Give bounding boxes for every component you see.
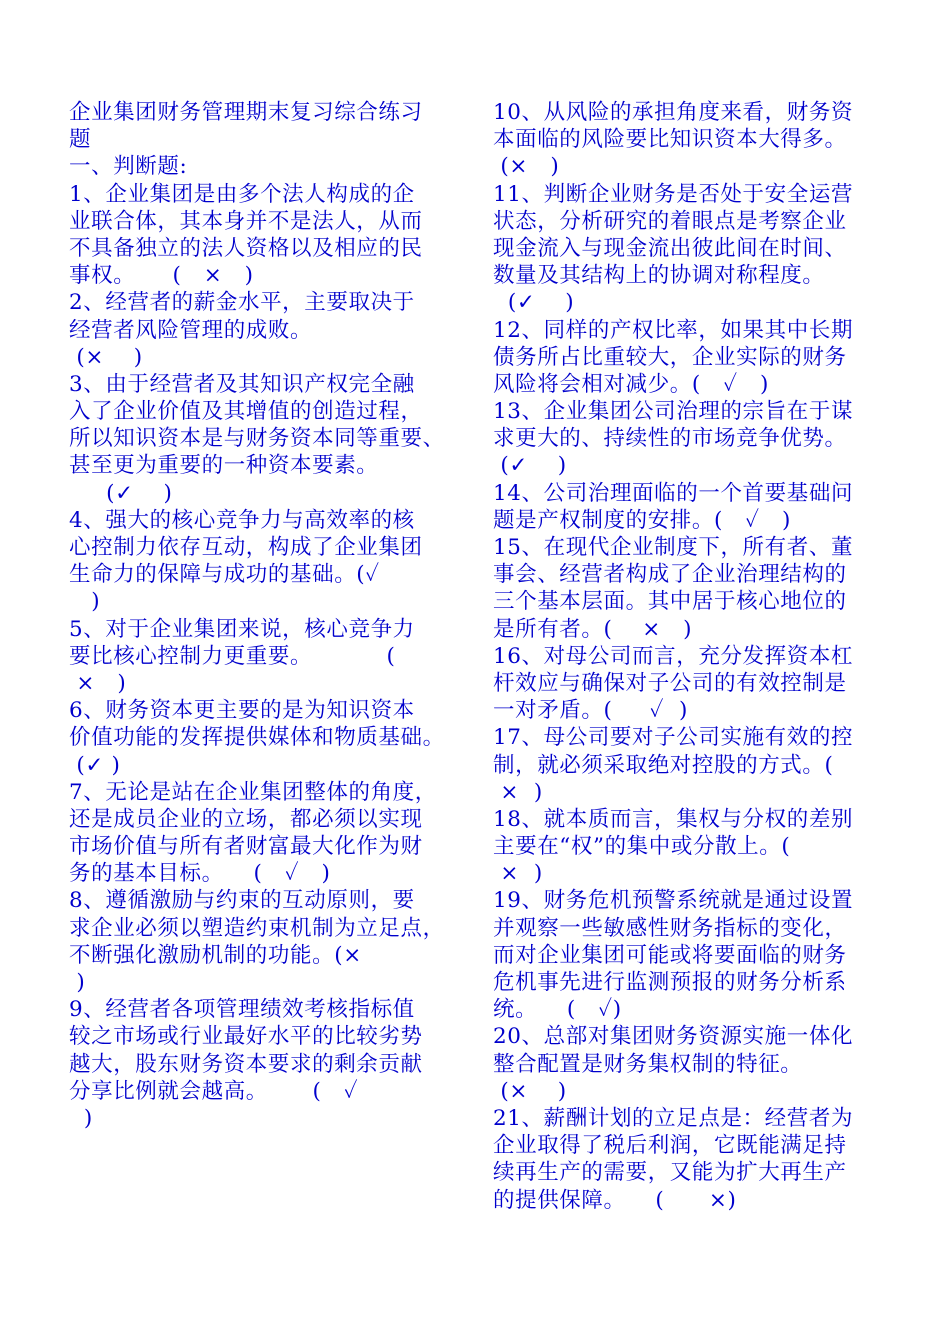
text-line: 16、对母公司而言，充分发挥资本杠: [493, 643, 854, 669]
text-line: 越大，股东财务资本要求的剩余贡献: [69, 1051, 423, 1077]
text-line: (✓ ): [69, 752, 121, 778]
text-line: 不断强化激励机制的功能。(×: [69, 942, 362, 968]
text-line: 入了企业价值及其增值的创造过程，: [69, 399, 423, 425]
text-line: 3、由于经营者及其知识产权完全融: [69, 371, 415, 397]
text-line: 18、就本质而言，集权与分权的差别: [493, 806, 854, 832]
text-line: 事权。 ( × ): [69, 263, 254, 289]
text-line: 债务所占比重较大，企业实际的财务: [493, 344, 847, 370]
text-line: × ): [493, 779, 543, 805]
text-line: 8、遵循激励与约束的互动原则，要: [69, 888, 415, 914]
text-line: × ): [493, 861, 543, 887]
text-line: 的提供保障。 ( ×): [493, 1187, 737, 1213]
text-line: 9、经营者各项管理绩效考核指标值: [69, 997, 415, 1023]
text-line: 2、经营者的薪金水平，主要取决于: [69, 290, 415, 316]
text-line: ): [69, 970, 86, 995]
text-line: 19、财务危机预警系统就是通过设置: [493, 888, 854, 914]
text-line: 12、同样的产权比率，如果其中长期: [493, 317, 854, 343]
text-line: 经营者风险管理的成败。: [69, 317, 313, 343]
text-line: ): [69, 1105, 93, 1131]
text-line: 5、对于企业集团来说，核心竞争力: [69, 616, 415, 642]
text-line: 而对企业集团可能或将要面临的财务: [493, 942, 847, 968]
text-line: 7、无论是站在企业集团整体的角度，: [69, 779, 437, 805]
text-line: 危机事先进行监测预报的财务分析系: [493, 970, 847, 995]
text-line: 企业集团财务管理期末复习综合练习: [69, 100, 423, 125]
text-line: 15、在现代企业制度下，所有者、董: [493, 535, 854, 560]
text-line: 还是成员企业的立场，都必须以实现: [69, 806, 423, 832]
text-line: 10、从风险的承担角度来看，财务资: [493, 100, 854, 125]
text-line: 要比核心控制力更重要。 (: [69, 643, 396, 669]
text-line: 一、判断题:: [69, 154, 188, 180]
text-line: 整合配置是财务集权制的特征。: [493, 1051, 803, 1077]
text-line: (✓ ): [493, 290, 575, 316]
text-line: 数量及其结构上的协调对称程度。: [493, 263, 825, 289]
text-line: 杆效应与确保对子公司的有效控制是: [493, 670, 847, 696]
left-column: [69, 99, 464, 1132]
text-line: 现金流入与现金流出彼此间在时间、: [493, 235, 847, 261]
text-line: 分享比例就会越高。 ( ✓: [69, 1078, 359, 1104]
text-line: 企业取得了税后利润，它既能满足持: [493, 1133, 847, 1159]
text-line: 状态，分析研究的着眼点是考察企业: [493, 208, 847, 234]
text-line: ): [69, 589, 101, 615]
text-line: 并观察一些敏感性财务指标的变化，: [493, 915, 847, 941]
text-line: 制，就必须采取绝对控股的方式。(: [493, 752, 834, 778]
text-line: 较之市场或行业最好水平的比较劣势: [69, 1024, 423, 1050]
text-line: (× ): [69, 344, 143, 370]
text-line: 心控制力依存互动，构成了企业集团: [69, 535, 423, 560]
text-line: (✓ ): [493, 453, 567, 479]
text-line: 本面临的风险要比知识资本大得多。: [493, 127, 847, 153]
text-line: 风险将会相对减少。( ✓ ): [493, 371, 769, 397]
text-line: 续再生产的需要，又能为扩大再生产: [493, 1160, 847, 1186]
text-line: 三个基本层面。其中居于核心地位的: [493, 589, 847, 615]
text-line: 生命力的保障与成功的基础。(✓: [69, 562, 380, 588]
text-line: 事会、经营者构成了企业治理结构的: [493, 562, 847, 588]
text-line: 求企业必须以塑造约束机制为立足点，: [69, 915, 445, 941]
text-line: 求更大的、持续性的市场竞争优势。: [493, 426, 847, 452]
text-line: 题是产权制度的安排。( ✓ ): [493, 507, 792, 533]
text-line: 20、总部对集团财务资源实施一体化: [493, 1024, 854, 1050]
text-line: 甚至更为重要的一种资本要素。: [69, 453, 379, 479]
text-line: 21、薪酬计划的立足点是：经营者为: [493, 1105, 854, 1131]
text-line: 不具备独立的法人资格以及相应的民: [69, 235, 423, 261]
text-line: 17、母公司要对子公司实施有效的控: [493, 725, 854, 751]
text-line: 14、公司治理面临的一个首要基础问: [493, 480, 854, 506]
text-line: × ): [69, 670, 127, 696]
text-line: 11、判断企业财务是否处于安全运营: [493, 181, 854, 207]
text-line: (✓ ): [69, 480, 173, 506]
text-line: 主要在“权”的集中或分散上。(: [493, 834, 791, 860]
text-line: 1、企业集团是由多个法人构成的企: [69, 181, 415, 207]
text-line: 价值功能的发挥提供媒体和物质基础。: [69, 725, 445, 751]
text-line: (× ): [493, 154, 560, 180]
text-line: 务的基本目标。 ( ✓ ): [69, 861, 331, 887]
text-line: 4、强大的核心竞争力与高效率的核: [69, 507, 415, 533]
text-line: (× ): [493, 1078, 567, 1104]
text-line: 题: [69, 127, 92, 153]
text-line: 一对矛盾。( ✓ ): [493, 698, 688, 724]
text-line: 业联合体，其本身并不是法人，从而: [69, 208, 423, 234]
right-column: [493, 99, 881, 1214]
text-line: 是所有者。( × ): [493, 616, 693, 642]
text-line: 6、财务资本更主要的是为知识资本: [69, 698, 415, 724]
text-line: 13、企业集团公司治理的宗旨在于谋: [493, 399, 854, 425]
text-line: 统。 ( ✓): [493, 997, 622, 1023]
text-line: 所以知识资本是与财务资本同等重要、: [69, 426, 445, 452]
text-line: 市场价值与所有者财富最大化作为财: [69, 834, 423, 860]
